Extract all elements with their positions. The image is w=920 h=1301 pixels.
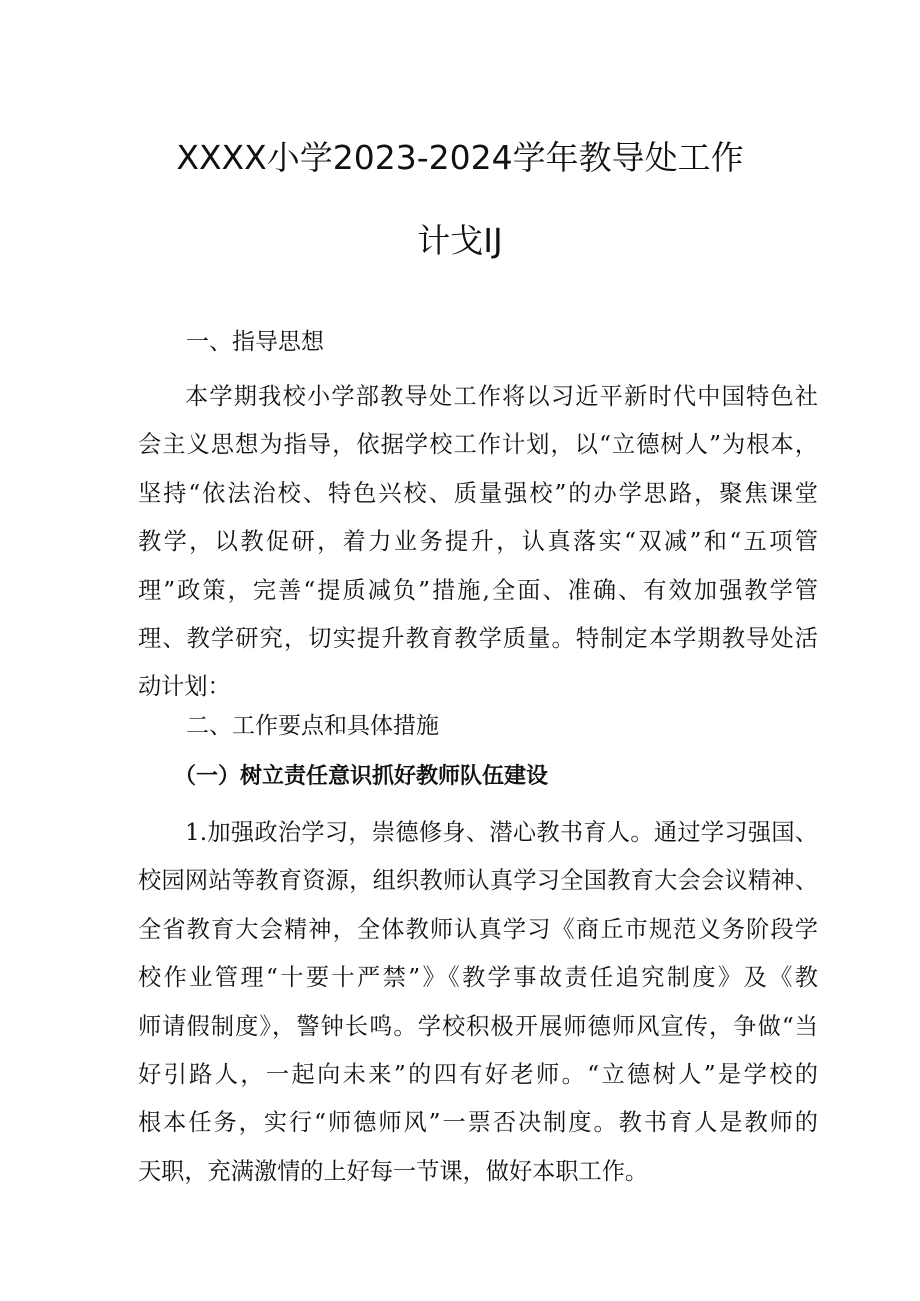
paragraph-line: 全省教育大会精神，全体教师认真学习《商丘市规范义务阶段学 xyxy=(138,915,818,943)
paragraph-line: 天职，充满激情的上好每一节课，做好本职工作。 xyxy=(138,1157,649,1185)
paragraph-line: 校作业管理“十要十严禁”》《教学事故责任追究制度》及《教 xyxy=(138,964,818,992)
paragraph-line: 理”政策，完善“提质减负”措施,全面、准确、有效加强教学管 xyxy=(138,576,818,604)
paragraph-political-study xyxy=(138,809,818,1196)
subsection-heading-teacher-team: （一）树立责任意识抓好教师队伍建设 xyxy=(174,763,549,789)
paragraph-line: 坚持“依法治校、特色兴校、质量强校”的办学思路，聚焦课堂 xyxy=(138,479,818,507)
section-heading-guiding-ideology: 一、指导思想 xyxy=(186,329,324,355)
paragraph-line: 好引路人，一起向未来”的四有好老师。“立德树人”是学校的 xyxy=(138,1060,818,1088)
paragraph-line: 动计划： xyxy=(138,673,231,701)
paragraph-line: 1.加强政治学习，崇德修身、潜心教书育人。通过学习强国、 xyxy=(185,819,818,846)
paragraph-line: 会主义思想为指导，依据学校工作计划，以“立德树人”为根本， xyxy=(138,431,818,459)
paragraph-line: 校园网站等教育资源，组织教师认真学习全国教育大会会议精神、 xyxy=(138,867,818,895)
paragraph-line: 根本任务，实行“师德师风”一票否决制度。教书育人是教师的 xyxy=(138,1109,818,1137)
paragraph-guiding-ideology xyxy=(138,373,818,712)
paragraph-line: 本学期我校小学部教导处工作将以习近平新时代中国特色社 xyxy=(185,383,818,410)
paragraph-line: 师请假制度》，警钟长鸣。学校积极开展师德师风宣传，争做“当 xyxy=(138,1012,818,1040)
document-title-line-1: XXXX小学2023-2024学年教导处工作 xyxy=(176,138,744,177)
document-title-line-2: 计戈IJ xyxy=(417,221,503,260)
paragraph-line: 理、教学研究，切实提升教育教学质量。特制定本学期教导处活 xyxy=(138,624,818,652)
section-heading-work-points: 二、工作要点和具体措施 xyxy=(186,713,439,739)
paragraph-line: 教学，以教促研，着力业务提升，认真落实“双减”和“五项管 xyxy=(138,528,818,556)
